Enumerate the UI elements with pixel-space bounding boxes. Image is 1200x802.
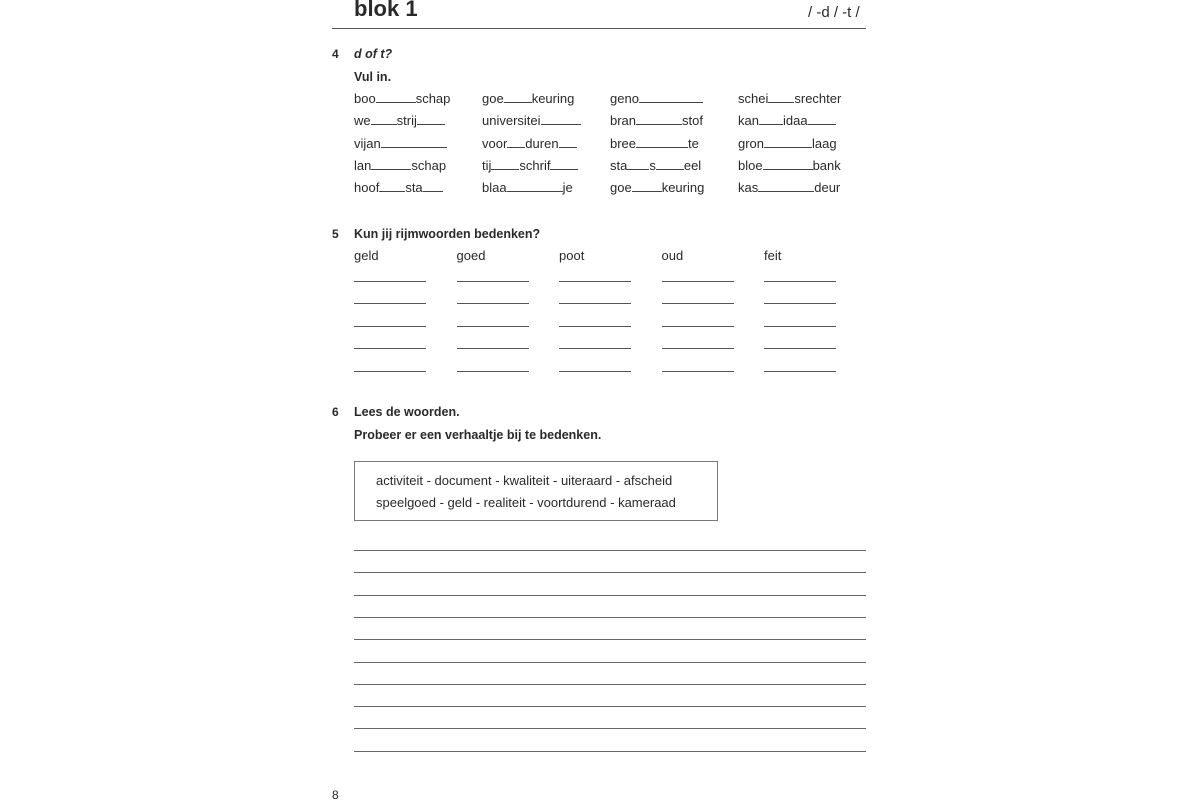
rhyme-answer-line[interactable] — [662, 371, 734, 372]
exercise-4-instruction: Vul in. — [354, 70, 392, 84]
exercise-6-line1: Lees de woorden. — [354, 405, 460, 419]
rhyme-answer-line[interactable] — [662, 348, 734, 349]
word-part: duren — [525, 135, 559, 151]
rhyme-answer-line[interactable] — [559, 326, 631, 327]
fill-word — [738, 113, 874, 128]
rhyme-answer-line[interactable] — [354, 348, 426, 349]
fill-blank[interactable] — [507, 180, 563, 192]
word-part: schap — [415, 91, 451, 106]
word-part: goe — [482, 91, 504, 106]
fill-blank[interactable] — [559, 136, 577, 148]
rhyme-answer-line[interactable] — [764, 326, 836, 327]
exercise-4-grid — [354, 91, 874, 202]
word-part: sta — [610, 157, 628, 173]
fill-blank[interactable] — [636, 136, 688, 148]
fill-blank[interactable] — [656, 158, 684, 170]
word-part: te — [688, 135, 699, 151]
fill-blank[interactable] — [423, 180, 443, 192]
fill-row — [354, 180, 874, 202]
word-part: sta — [405, 180, 423, 196]
rhyme-answer-line[interactable] — [559, 348, 631, 349]
fill-blank[interactable] — [768, 91, 794, 103]
word-part: schei — [738, 91, 769, 106]
fill-blank[interactable] — [764, 136, 812, 148]
rhyme-answer-line[interactable] — [559, 371, 631, 372]
fill-word — [354, 136, 482, 151]
word-part: schrif — [519, 157, 551, 173]
fill-blank[interactable] — [550, 158, 578, 170]
fill-blank[interactable] — [758, 180, 814, 192]
fill-word — [354, 91, 482, 106]
fill-row — [354, 136, 874, 158]
story-writing-line[interactable] — [354, 595, 866, 596]
fill-word — [354, 113, 482, 128]
word-part: blaa — [482, 180, 507, 196]
fill-blank[interactable] — [759, 113, 783, 125]
fill-word — [738, 158, 874, 173]
fill-word — [482, 158, 610, 173]
page-subtitle: / -d / -t / — [808, 4, 860, 21]
rhyme-word: goed — [456, 248, 486, 263]
fill-word — [610, 180, 738, 195]
exercise-6-line2: Probeer er een verhaaltje bij te bedenken. — [354, 428, 602, 442]
fill-blank[interactable] — [504, 91, 532, 103]
story-writing-line[interactable] — [354, 550, 866, 551]
fill-blank[interactable] — [763, 158, 813, 170]
story-writing-line[interactable] — [354, 684, 866, 685]
rhyme-answer-line[interactable] — [457, 371, 529, 372]
fill-word — [354, 180, 482, 195]
word-part: je — [562, 180, 573, 196]
word-part: deur — [814, 180, 841, 196]
exercise-5-number: 5 — [332, 227, 339, 241]
word-part: lan — [354, 157, 372, 173]
rhyme-answer-line[interactable] — [764, 348, 836, 349]
rhyme-answer-line[interactable] — [764, 303, 836, 304]
rhyme-word: oud — [661, 248, 684, 263]
word-part: boo — [354, 91, 376, 106]
rhyme-answer-line[interactable] — [764, 281, 836, 282]
fill-word — [738, 180, 874, 195]
page-title: blok 1 — [354, 0, 418, 21]
word-part: hoof — [354, 180, 380, 196]
rhyme-answer-line[interactable] — [354, 326, 426, 327]
word-part: universitei — [482, 113, 541, 129]
story-writing-line[interactable] — [354, 662, 866, 663]
word-part: voor — [482, 135, 508, 151]
fill-blank[interactable] — [507, 136, 525, 148]
word-part: s — [649, 157, 656, 173]
fill-word — [610, 158, 738, 173]
word-part: kas — [738, 180, 759, 196]
word-part: gron — [738, 135, 765, 151]
fill-blank[interactable] — [371, 113, 397, 125]
exercise-6-number: 6 — [332, 405, 339, 419]
fill-blank[interactable] — [636, 113, 682, 125]
word-part: bank — [812, 157, 841, 173]
story-writing-line[interactable] — [354, 706, 866, 707]
rhyme-answer-line[interactable] — [457, 281, 529, 282]
word-part: tij — [482, 157, 492, 173]
word-part: vijan — [354, 135, 381, 151]
story-writing-line[interactable] — [354, 572, 866, 573]
word-part: geno — [610, 91, 639, 106]
word-part: we — [354, 113, 371, 129]
fill-word — [738, 91, 874, 106]
story-writing-line[interactable] — [354, 617, 866, 618]
header-divider — [332, 28, 866, 29]
fill-word — [482, 180, 610, 195]
fill-blank[interactable] — [417, 113, 445, 125]
exercise-4-title: d of t? — [354, 47, 393, 61]
fill-blank[interactable] — [627, 158, 649, 170]
exercise-5-rhyme-grid — [354, 248, 867, 263]
word-part: keuring — [661, 180, 705, 196]
word-part: keuring — [531, 91, 575, 106]
fill-word — [610, 136, 738, 151]
rhyme-answer-line[interactable] — [354, 281, 426, 282]
rhyme-answer-line[interactable] — [559, 281, 631, 282]
word-part: srechter — [794, 91, 842, 106]
fill-row — [354, 113, 874, 135]
word-part: goe — [610, 180, 632, 196]
fill-word — [610, 91, 738, 106]
fill-word — [482, 136, 610, 151]
word-part: stof — [682, 113, 703, 129]
fill-blank[interactable] — [541, 113, 581, 125]
rhyme-answer-line[interactable] — [662, 281, 734, 282]
rhyme-answer-line[interactable] — [354, 303, 426, 304]
fill-blank[interactable] — [808, 113, 836, 125]
word-part: bree — [610, 135, 637, 151]
word-part: kan — [738, 113, 759, 129]
rhyme-word: poot — [559, 248, 585, 263]
word-box-line-1: activiteit - document - kwaliteit - uiteraard - afscheid — [376, 473, 673, 488]
fill-word — [482, 113, 610, 128]
fill-blank[interactable] — [381, 136, 447, 148]
story-writing-line[interactable] — [354, 751, 866, 752]
rhyme-answer-line[interactable] — [662, 303, 734, 304]
rhyme-word: feit — [764, 248, 782, 263]
word-box-line-2: speelgoed - geld - realiteit - voortdurend - kameraad — [376, 495, 676, 510]
rhyme-answer-line[interactable] — [559, 303, 631, 304]
fill-blank[interactable] — [632, 180, 662, 192]
exercise-4-number: 4 — [332, 47, 339, 61]
rhyme-word: geld — [354, 248, 379, 263]
fill-word — [610, 113, 738, 128]
fill-row — [354, 158, 874, 180]
fill-blank[interactable] — [371, 158, 411, 170]
fill-blank[interactable] — [491, 158, 519, 170]
rhyme-answer-line[interactable] — [764, 371, 836, 372]
fill-blank[interactable] — [376, 91, 416, 103]
fill-blank[interactable] — [379, 180, 405, 192]
exercise-5-title: Kun jij rijmwoorden bedenken? — [354, 227, 541, 241]
rhyme-answer-line[interactable] — [457, 303, 529, 304]
rhyme-answer-line[interactable] — [662, 326, 734, 327]
story-writing-line[interactable] — [354, 728, 866, 729]
word-part: bran — [610, 113, 637, 129]
word-box — [354, 461, 718, 521]
rhyme-answer-line[interactable] — [457, 326, 529, 327]
fill-word — [482, 91, 610, 106]
word-part: strij — [396, 113, 417, 129]
rhyme-answer-line[interactable] — [354, 371, 426, 372]
fill-row — [354, 91, 874, 113]
word-part: laag — [812, 135, 837, 151]
rhyme-answer-line[interactable] — [457, 348, 529, 349]
fill-word — [354, 158, 482, 173]
word-part: schap — [411, 157, 447, 173]
word-part: idaa — [782, 113, 808, 129]
story-writing-line[interactable] — [354, 639, 866, 640]
fill-word — [738, 136, 874, 151]
fill-blank[interactable] — [639, 91, 703, 103]
word-part: bloe — [738, 157, 763, 173]
page-number: 8 — [332, 788, 339, 802]
word-part: eel — [683, 157, 702, 173]
